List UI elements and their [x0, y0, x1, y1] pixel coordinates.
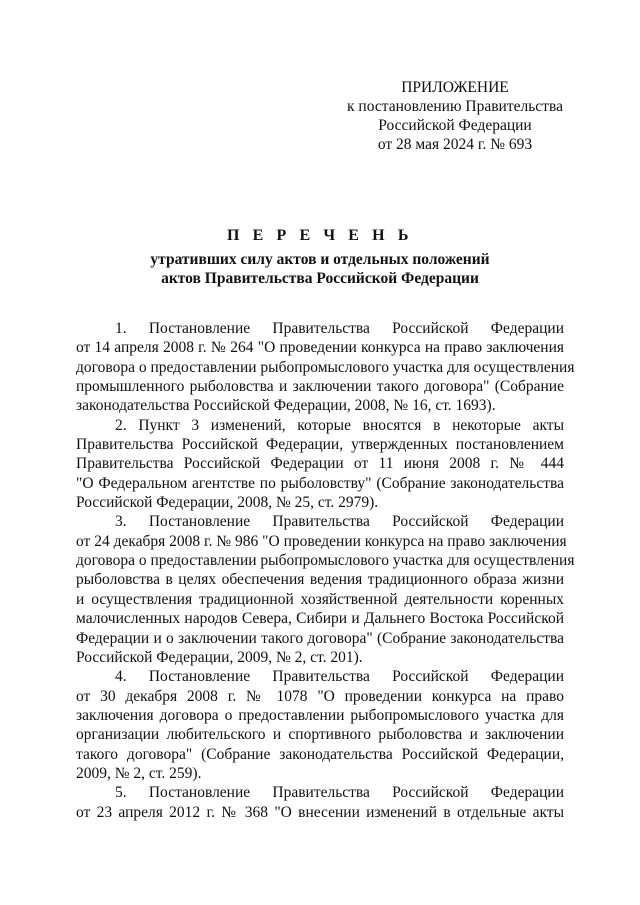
- list-item: [76, 667, 564, 783]
- text-line: от 24 декабря 2008 г. № 986 "О проведении конкурса на право заключения: [76, 532, 567, 550]
- text-line: "О Федеральном агентстве по рыболовству" (Собрание законодательства: [76, 474, 564, 492]
- appendix-resolution: к постановлению Правительства: [347, 98, 563, 115]
- text-line: от 30 декабря 2008 г. № 1078 "О проведении конкурса на право: [76, 687, 564, 705]
- text-line: промышленного рыболовства и заключении такого договора" (Собрание: [76, 378, 564, 396]
- text-line: заключения договора о предоставлении рыбопромыслового участка для: [76, 706, 564, 724]
- text-line: договора о предоставлении рыбопромыслового участка для осуществления: [76, 552, 575, 570]
- text-line: 3. Постановление Правительства Российской Федерации: [115, 513, 564, 531]
- text-line: 4. Постановление Правительства Российской Федерации: [115, 668, 564, 686]
- text-line: такого договора" (Собрание законодательства Российской Федерации,: [76, 745, 564, 763]
- text-line: Российской Федерации, 2009, № 2, ст. 201).: [76, 648, 363, 666]
- text-line: Правительства Российской Федерации, утвержденных постановлением: [76, 436, 564, 454]
- list-item: [76, 319, 575, 416]
- appendix-date-number: от 28 мая 2024 г. № 693: [377, 136, 533, 153]
- list-item: [76, 783, 564, 822]
- subtitle-line: актов Правительства Российской Федерации: [161, 270, 479, 287]
- text-line: 1. Постановление Правительства Российской Федерации: [115, 320, 564, 337]
- subtitle-line: утративших силу актов и отдельных положений: [150, 251, 490, 268]
- text-line: организации любительского и спортивного рыболовства и заключении: [76, 726, 564, 744]
- text-line: законодательства Российской Федерации, 2008, № 16, ст. 1693).: [76, 397, 496, 415]
- text-line: рыболовства в целях обеспечения ведения традиционного образа жизни: [76, 571, 564, 589]
- text-line: малочисленных народов Севера, Сибири и Дальнего Востока Российской: [76, 610, 564, 628]
- list-item: [76, 512, 575, 667]
- appendix-label: ПРИЛОЖЕНИЕ: [401, 79, 509, 96]
- text-line: от 23 апреля 2012 г. № 368 "О внесении изменений в отдельные акты: [76, 803, 564, 821]
- text-line: от 14 апреля 2008 г. № 264 "О проведении конкурса на право заключения: [76, 339, 564, 357]
- text-line: и осуществления традиционной хозяйственной деятельности коренных: [76, 590, 564, 608]
- text-line: Правительства Российской Федерации от 11 июня 2008 г. № 444: [76, 455, 564, 473]
- text-line: Российской Федерации, 2008, № 25, ст. 2979).: [76, 494, 379, 512]
- text-line: 5. Постановление Правительства Российской Федерации: [115, 784, 564, 802]
- document-title: П Е Р Е Ч Е Н Ь: [227, 227, 413, 244]
- text-line: договора о предоставлении рыбопромыслового участка для осуществления: [76, 358, 575, 376]
- text-line: Федерации и о заключении такого договора" (Собрание законодательства: [76, 629, 564, 647]
- document-body: [76, 319, 575, 822]
- text-line: 2009, № 2, ст. 259).: [76, 764, 202, 782]
- appendix-header: [330, 78, 580, 154]
- text-line: 2. Пункт 3 изменений, которые вносятся в некоторые акты: [115, 416, 564, 434]
- appendix-authority: Российской Федерации: [378, 117, 532, 134]
- list-item: [76, 416, 564, 513]
- document-subtitle: [76, 250, 564, 288]
